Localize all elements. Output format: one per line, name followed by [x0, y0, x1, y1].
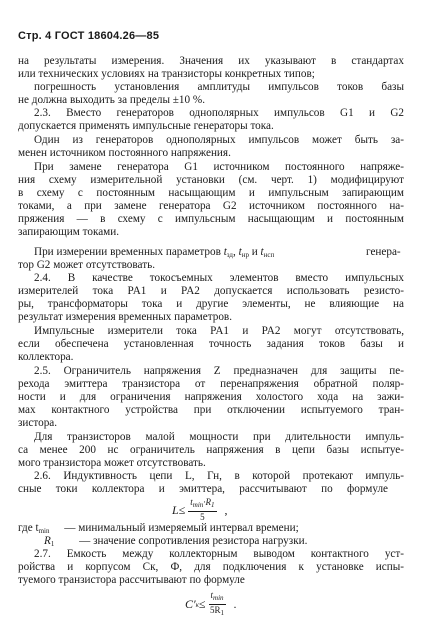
parameters-line: При измерении временных параметров $t_{зд}$, $t_{нр}$ и $t_{нсп}$ [34, 246, 275, 259]
text-line: допускается применять импульсные генераторы тока. [18, 120, 274, 132]
text-line: рехода эмиттера транзистора от перенапряжения обратной поляр- [18, 378, 404, 390]
text-line: 2.7. Емкость между коллекторным выводом контактного уст- [34, 548, 404, 560]
text-line: если обеспечена установленная точность задания токов базы и [18, 338, 404, 350]
text-line: сные токи коллектора и эмиттера, рассчитывают по формуле [18, 483, 388, 495]
where-r1: $R_1$ — значение сопротивления резистора нагрузки. [44, 535, 308, 548]
text-line: ния схему измерительной установки (см. черт. 1) модифицируют [18, 174, 404, 186]
page-header: Стр. 4 ГОСТ 18604.26—85 [18, 30, 160, 42]
text-line: измерителей тока PA1 и PA2 допускается использовать резисто- [18, 285, 404, 297]
text-line: Импульсные измерители тока PA1 и PA2 могут отсутствовать, [34, 325, 404, 337]
where-tmin: где $t_{min}$ — минимальный измеряемый интервал времени; [18, 522, 299, 535]
text-line: генера- [366, 246, 401, 258]
inductance-formula: L≤ $\frac{t_{min}\cdot R_1}{5}$ , [172, 497, 228, 522]
text-line: ройства и корпусом Cк, Ф, для подключения к установке испы- [18, 561, 404, 573]
text-line: Один из генераторов однополярных импульсов может быть за- [34, 134, 404, 146]
text-line: 2.5. Ограничитель напряжения Z предназначен для защиты пе- [34, 365, 404, 377]
text-line: ности и для ограничения напряжения холостого хода на зажи- [18, 391, 404, 403]
text-line: туемого транзистора рассчитывают по формуле [18, 574, 245, 586]
text-line: мах контактного устройства при отключении испытуемого тран- [18, 404, 404, 416]
text-line: тор G2 может отсутствовать. [18, 259, 155, 271]
text-line: Для транзисторов малой мощности при длительности импуль- [34, 431, 404, 443]
text-line: коллектора. [18, 351, 74, 363]
text-line: запирающим токами. [18, 226, 120, 238]
text-line: не должна выходить за пределы ±10 %. [18, 94, 206, 106]
text-line: зистора. [18, 417, 58, 429]
text-line: мого транзистора может отсутствовать. [18, 457, 206, 469]
text-line: 2.3. Вместо генераторов однополярных импульсов G1 и G2 [34, 107, 404, 119]
text-line: в схему с постоянным насыщающим и импульсным запирающим [18, 187, 404, 199]
text-line: ры, трансформаторы тока и другие элементы, не влияющие на [18, 298, 404, 310]
text-line: 2.6. Индуктивность цепи L, Гн, в которой протекают импуль- [34, 470, 404, 482]
capacitance-formula: C′ к ≤ $\frac{t_{min}}{5R_1}$ . [185, 590, 237, 617]
text-line: или технических условиях на транзисторы конкретных типов; [18, 68, 315, 80]
text-line: пряжения — в схему с импульсным насыщающим и постоянным [18, 213, 404, 225]
text-line: результат измерения временных параметров. [18, 311, 233, 323]
text-line: менен источником постоянного напряжения. [18, 147, 231, 159]
text-line: токами, а при замене генератора G2 источником постоянного на- [18, 200, 404, 212]
text-line: на результаты измерения. Значения их указывают в стандартах [18, 55, 404, 67]
text-line: са менее 200 нс ограничитель напряжения в цепи базы испытуе- [18, 444, 404, 456]
text-line: При замене генератора G1 источником постоянного напряже- [34, 161, 404, 173]
text-line: 2.4. В качестве токосъемных элементов вместо импульсных [34, 272, 404, 284]
text-line: погрешность установления амплитуды импульсов токов базы [34, 81, 404, 93]
